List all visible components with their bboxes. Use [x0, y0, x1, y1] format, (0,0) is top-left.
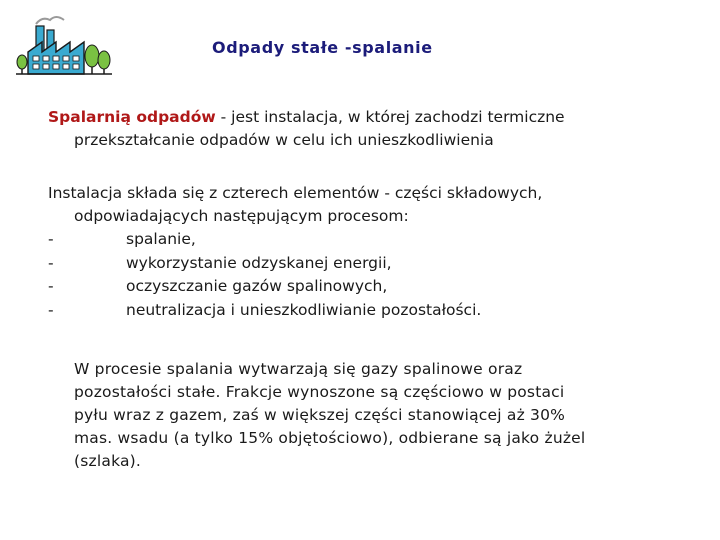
list-item: [48, 252, 708, 276]
list-item: [48, 228, 708, 252]
paragraph-line: mas. wsadu (a tylko 15% objętościowo), odbierane są jako żużel: [74, 429, 586, 447]
intro-line1: Instalacja składa się z czterech elementów - części składowych,: [48, 184, 543, 202]
page-title: Odpady stałe -spalanie: [212, 38, 433, 57]
paragraph-line: pyłu wraz z gazem, zaś w większej części stanowiącej aż 30%: [74, 406, 566, 424]
definition-paragraph: [48, 106, 708, 152]
definition-line2: przekształcanie odpadów w celu ich unieszkodliwienia: [74, 131, 494, 149]
list-dash: -: [48, 230, 54, 248]
paragraph-line: W procesie spalania wytwarzają się gazy spalinowe oraz: [74, 360, 523, 378]
list-item-text: neutralizacja i unieszkodliwianie pozostałości.: [126, 300, 482, 319]
list-item-text: spalanie,: [126, 230, 196, 248]
factory-with-trees-icon: [14, 12, 114, 82]
list-dash: -: [48, 300, 54, 319]
list-item-text: wykorzystanie odzyskanej energii,: [126, 253, 392, 272]
list-item: [48, 275, 708, 299]
definition-line1: - jest instalacja, w której zachodzi termiczne: [215, 108, 565, 126]
definition-term: Spalarnią odpadów: [48, 108, 216, 126]
list-item: [48, 299, 708, 323]
list-dash: -: [48, 277, 54, 295]
paragraph-line: (szlaka).: [74, 452, 142, 470]
list-dash: -: [48, 253, 54, 272]
process-list: [48, 228, 708, 322]
paragraph-line: pozostałości stałe. Frakcje wynoszone są częściowo w postaci: [74, 383, 565, 401]
list-item-text: oczyszczanie gazów spalinowych,: [126, 277, 388, 295]
combustion-paragraph: [74, 358, 694, 473]
intro-line2: odpowiadających następującym procesom:: [74, 207, 409, 225]
intro-paragraph: [48, 182, 708, 228]
